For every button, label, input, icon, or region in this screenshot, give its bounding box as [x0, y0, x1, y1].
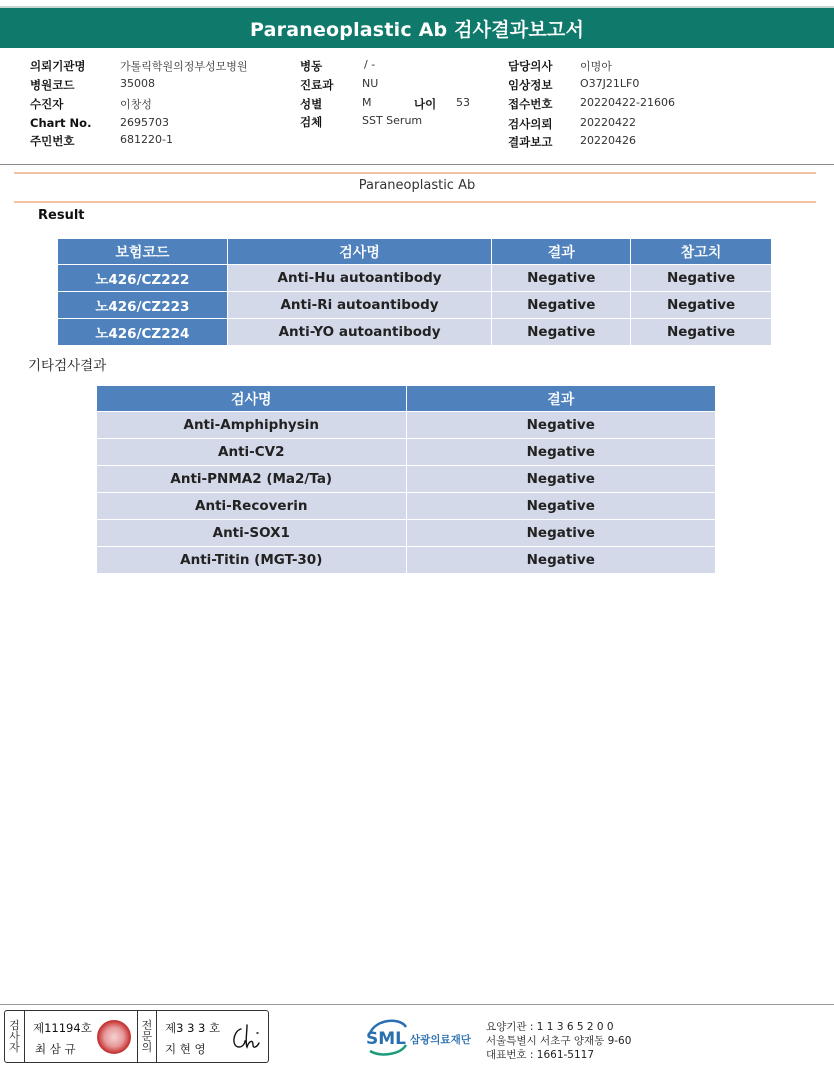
examiner-label: 검 사 자	[5, 1011, 25, 1062]
test-result: Negative	[492, 319, 631, 346]
specimen-label: 검체	[300, 115, 323, 129]
test-result: Negative	[406, 466, 715, 493]
table-row	[97, 493, 716, 520]
test-name: Anti-Recoverin	[97, 493, 407, 520]
test-name: Anti-Amphiphysin	[97, 412, 407, 439]
table-row	[97, 547, 716, 574]
table-row	[97, 520, 716, 547]
header-test-name: 검사명	[227, 239, 492, 265]
other-results-label: 기타검사결과	[28, 358, 107, 374]
test-name: Anti-PNMA2 (Ma2/Ta)	[97, 466, 407, 493]
org-address: 서울특별시 서초구 양재동 9-60	[486, 1035, 632, 1047]
specialist-number: 제3 3 3 호	[165, 1021, 221, 1035]
receipt-value: 20220422-21606	[580, 96, 675, 109]
institution-label: 의뢰기관명	[30, 59, 86, 73]
result-label: Result	[38, 208, 85, 223]
test-name: Anti-CV2	[97, 439, 407, 466]
institution-value: 가톨릭학원의정부성모병원	[120, 60, 248, 73]
rrn-label: 주민번호	[30, 134, 75, 148]
section-divider-top	[14, 172, 816, 174]
table-row	[97, 466, 716, 493]
specialist-label: 전 문 의	[137, 1011, 157, 1062]
ward-value: / -	[364, 58, 376, 71]
result-table	[57, 238, 772, 346]
test-result: Negative	[406, 547, 715, 574]
section-divider-bottom	[14, 201, 816, 203]
test-result: Negative	[406, 493, 715, 520]
patient-value: 이창성	[120, 98, 152, 111]
table-row	[58, 319, 772, 346]
request-value: 20220422	[580, 116, 636, 129]
report-title-bar	[0, 6, 834, 48]
doctor-label: 담당의사	[508, 59, 553, 73]
specialist-name: 지 현 영	[165, 1042, 206, 1056]
header-result: 결과	[406, 386, 715, 412]
reference-value: Negative	[631, 265, 772, 292]
reference-value: Negative	[631, 319, 772, 346]
dept-value: NU	[362, 77, 379, 90]
header-divider	[0, 164, 834, 165]
test-name: Anti-YO autoantibody	[227, 319, 492, 346]
org-abbreviation: SML	[366, 1029, 406, 1049]
age-label: 나이	[414, 97, 437, 111]
dept-label: 진료과	[300, 78, 334, 92]
sex-label: 성별	[300, 97, 323, 111]
org-code: 요양기관 : 1 1 3 6 5 2 0 0	[486, 1021, 614, 1033]
reference-value: Negative	[631, 292, 772, 319]
clinical-label: 임상정보	[508, 78, 553, 92]
table-row	[58, 265, 772, 292]
rrn-value: 681220-1	[120, 133, 173, 146]
patient-info-block	[0, 56, 834, 150]
test-result: Negative	[406, 439, 715, 466]
hospital-code-label: 병원코드	[30, 78, 75, 92]
report-title: Paraneoplastic Ab 검사결과보고서	[249, 18, 584, 41]
header-reference: 참고치	[631, 239, 772, 265]
header-test-name: 검사명	[97, 386, 407, 412]
test-name: Anti-Hu autoantibody	[227, 265, 492, 292]
footer-divider	[0, 1004, 834, 1005]
insurance-code: 노426/CZ223	[58, 292, 228, 319]
test-name: Anti-SOX1	[97, 520, 407, 547]
other-results-table	[96, 385, 716, 574]
table-row	[97, 439, 716, 466]
ward-label: 병동	[300, 59, 323, 73]
table-row	[97, 412, 716, 439]
hospital-code-value: 35008	[120, 77, 155, 90]
section-title: Paraneoplastic Ab	[358, 178, 476, 193]
insurance-code: 노426/CZ224	[58, 319, 228, 346]
chart-label: Chart No.	[30, 116, 92, 130]
official-seal-icon	[97, 1020, 131, 1054]
chart-value: 2695703	[120, 116, 169, 129]
signature-icon	[227, 1019, 265, 1055]
signature-box	[4, 1010, 269, 1063]
org-phone: 대표번호 : 1661-5117	[486, 1049, 595, 1061]
header-insurance-code: 보험코드	[58, 239, 228, 265]
report-value: 20220426	[580, 134, 636, 147]
specimen-value: SST Serum	[362, 114, 423, 127]
age-value: 53	[456, 96, 470, 109]
doctor-value: 이명아	[580, 60, 612, 73]
test-result: Negative	[406, 412, 715, 439]
test-name: Anti-Ri autoantibody	[227, 292, 492, 319]
patient-label: 수진자	[30, 97, 64, 111]
receipt-label: 접수번호	[508, 97, 553, 111]
insurance-code: 노426/CZ222	[58, 265, 228, 292]
sex-value: M	[362, 96, 372, 109]
request-label: 검사의뢰	[508, 117, 553, 131]
clinical-value: O37J21LF0	[580, 77, 640, 90]
examiner-number: 제11194호	[33, 1021, 92, 1035]
org-name: 삼광의료재단	[410, 1034, 471, 1046]
other-table-header	[97, 386, 716, 412]
report-label: 결과보고	[508, 135, 553, 149]
table-row	[58, 292, 772, 319]
header-result: 결과	[492, 239, 631, 265]
test-result: Negative	[406, 520, 715, 547]
test-result: Negative	[492, 265, 631, 292]
test-result: Negative	[492, 292, 631, 319]
result-table-header	[58, 239, 772, 265]
test-name: Anti-Titin (MGT-30)	[97, 547, 407, 574]
examiner-name: 최 삼 규	[35, 1042, 76, 1056]
